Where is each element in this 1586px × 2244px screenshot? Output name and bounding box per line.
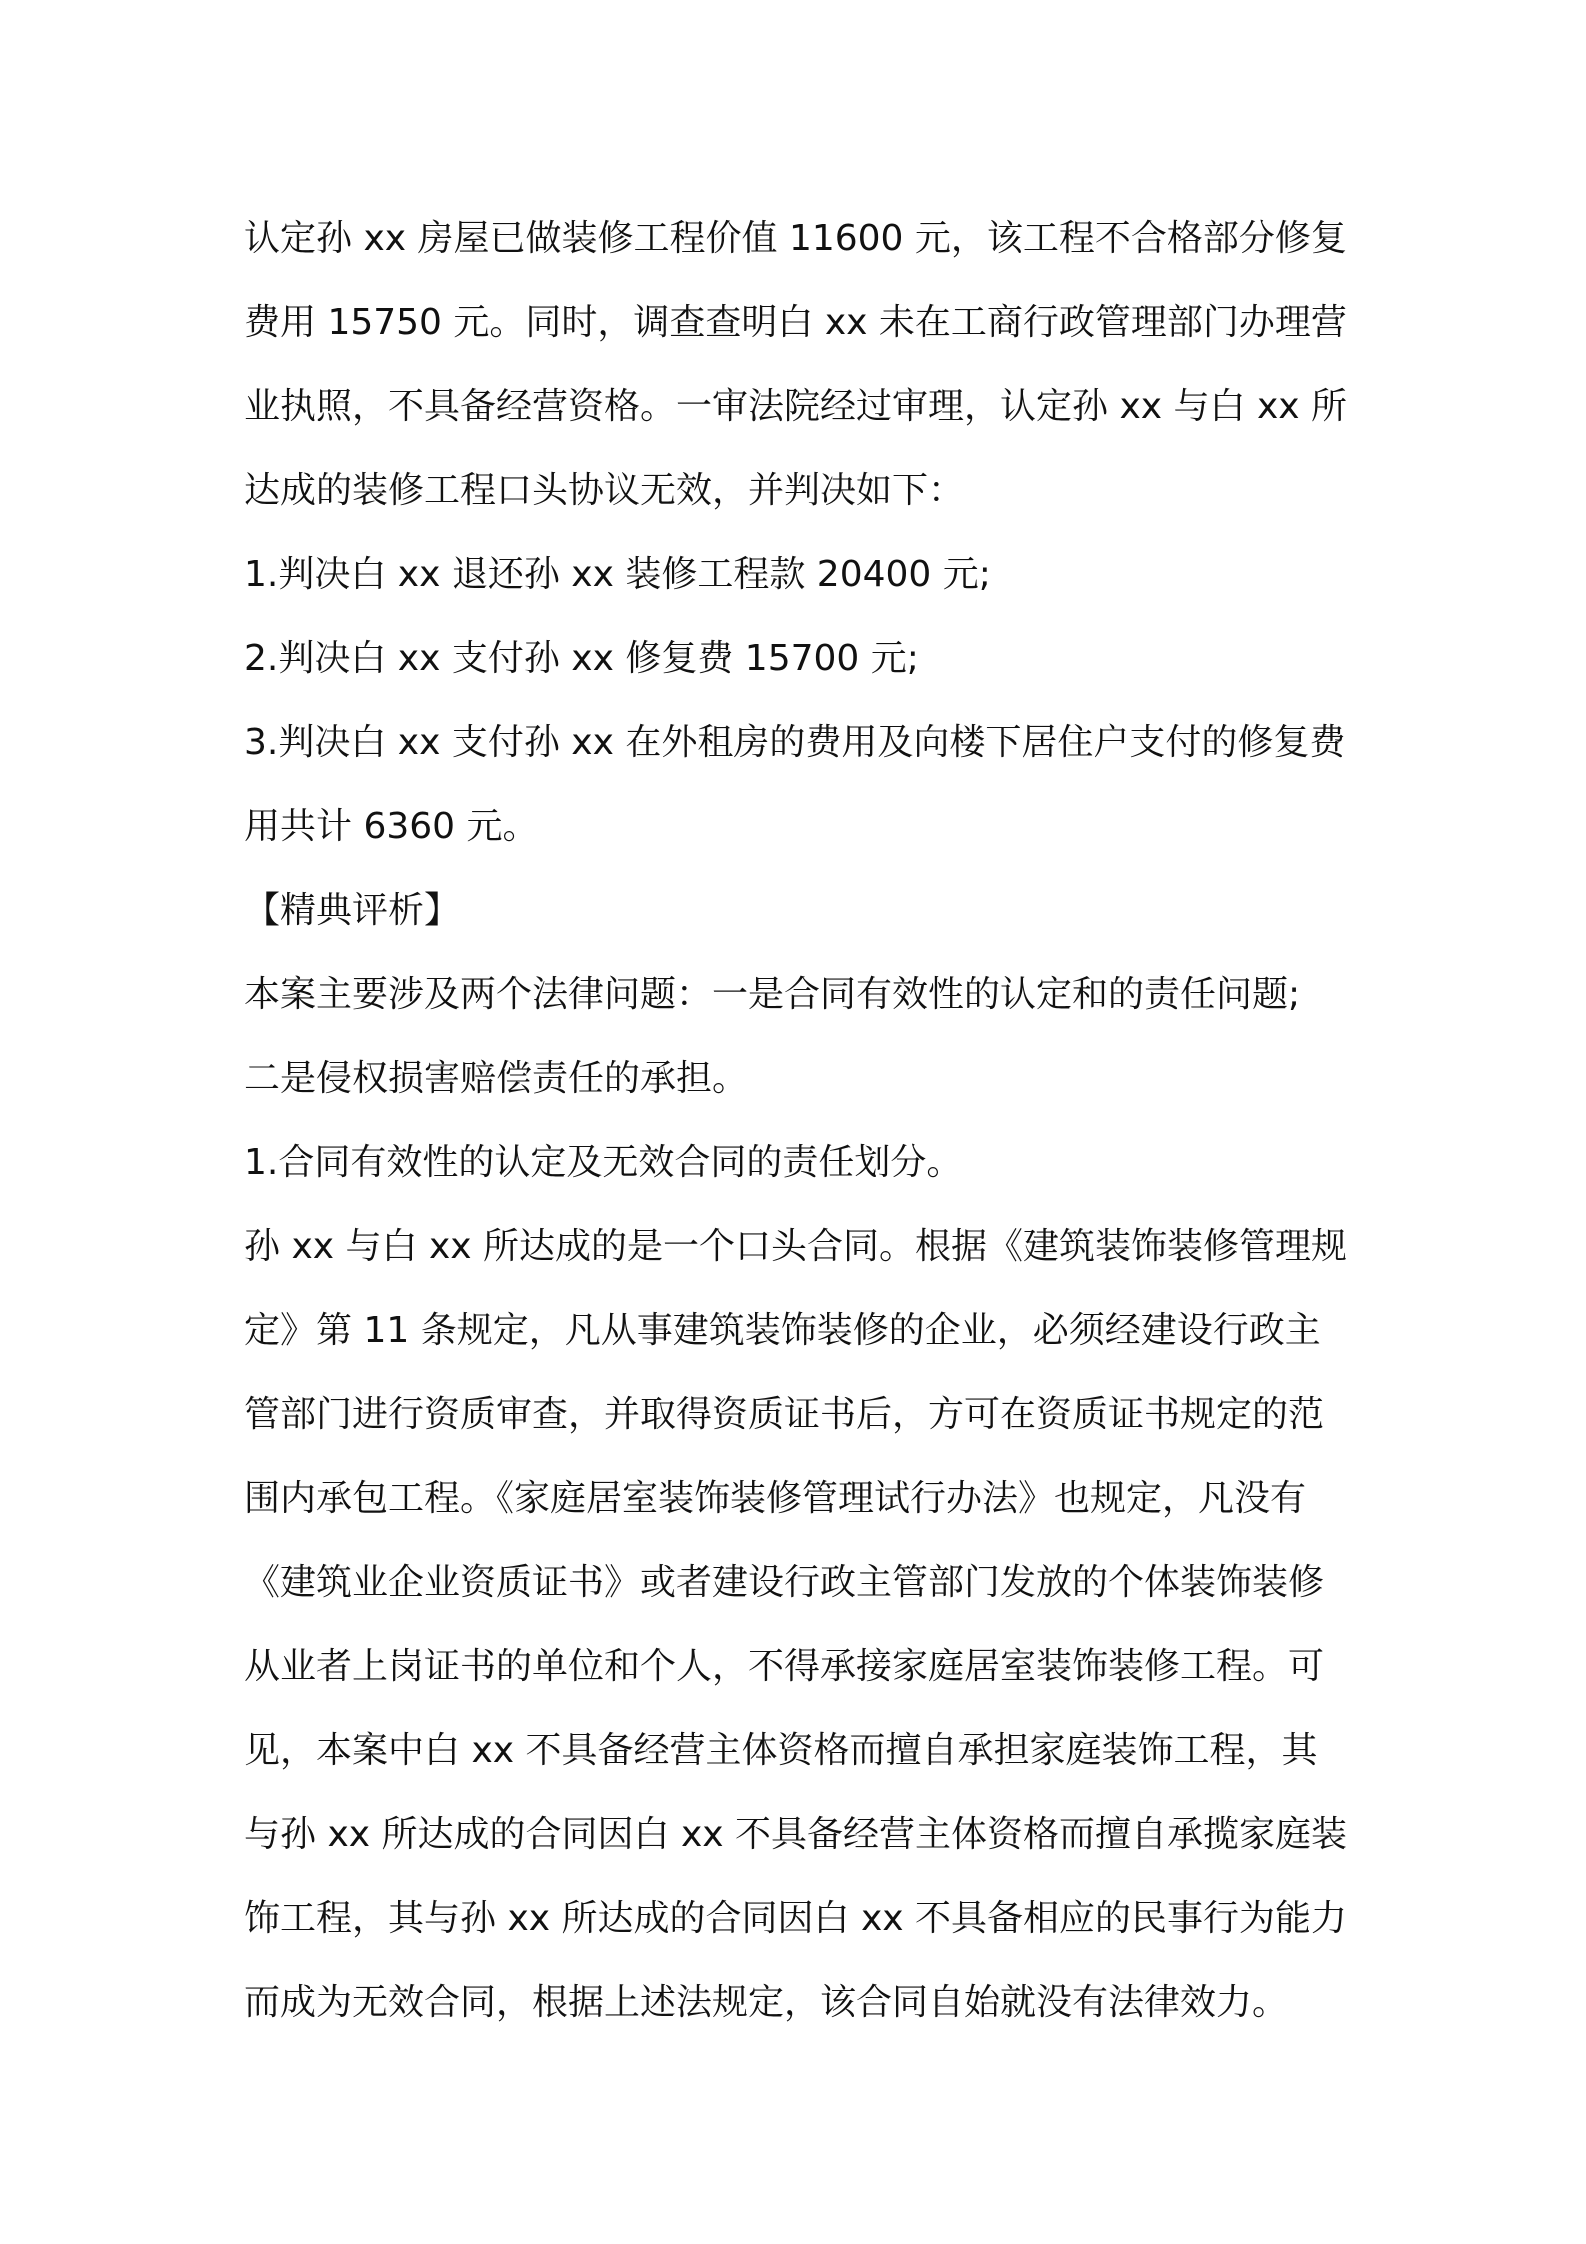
- paragraph-line: 见，本案中白 xx 不具备经营主体资格而擅自承担家庭装饰工程，其: [244, 1730, 1318, 1771]
- paragraph-line: 定》第 11 条规定，凡从事建筑装饰装修的企业，必须经建设行政主: [244, 1310, 1321, 1351]
- paragraph-line: 《建筑业企业资质证书》或者建设行政主管部门发放的个体装饰装修: [244, 1562, 1325, 1603]
- paragraph-line: 孙 xx 与白 xx 所达成的是一个口头合同。根据《建筑装饰装修管理规: [244, 1226, 1347, 1267]
- document-body: [244, 197, 1364, 2045]
- subsection-heading: 1.合同有效性的认定及无效合同的责任划分。: [244, 1142, 963, 1183]
- paragraph-line: 本案主要涉及两个法律问题：一是合同有效性的认定和的责任问题;: [244, 974, 1301, 1015]
- judgment-item-2: 2.判决白 xx 支付孙 xx 修复费 15700 元;: [244, 638, 919, 679]
- paragraph-line: 业执照，不具备经营资格。一审法院经过审理，认定孙 xx 与白 xx 所: [244, 386, 1347, 427]
- paragraph-line: 用共计 6360 元。: [244, 806, 539, 847]
- judgment-item-3: 3.判决白 xx 支付孙 xx 在外租房的费用及向楼下居住户支付的修复费: [244, 722, 1346, 763]
- paragraph-line: 而成为无效合同，根据上述法规定，该合同自始就没有法律效力。: [244, 1982, 1289, 2023]
- paragraph-line: 围内承包工程。《家庭居室装饰装修管理试行办法》也规定，凡没有: [244, 1478, 1307, 1519]
- paragraph-line: 从业者上岗证书的单位和个人，不得承接家庭居室装饰装修工程。可: [244, 1646, 1325, 1687]
- paragraph-line: 管部门进行资质审查，并取得资质证书后，方可在资质证书规定的范: [244, 1394, 1325, 1435]
- paragraph-line: 达成的装修工程口头协议无效，并判决如下：: [244, 470, 965, 511]
- paragraph-line: 费用 15750 元。同时，调查查明白 xx 未在工商行政管理部门办理营: [244, 302, 1347, 343]
- section-heading: 【精典评析】: [244, 890, 461, 931]
- paragraph-line: 二是侵权损害赔偿责任的承担。: [244, 1058, 749, 1099]
- paragraph-line: 认定孙 xx 房屋已做装修工程价值 11600 元，该工程不合格部分修复: [244, 218, 1347, 259]
- judgment-item-1: 1.判决白 xx 退还孙 xx 装修工程款 20400 元;: [244, 554, 991, 595]
- paragraph-line: 与孙 xx 所达成的合同因白 xx 不具备经营主体资格而擅自承揽家庭装: [244, 1814, 1347, 1855]
- paragraph-line: 饰工程，其与孙 xx 所达成的合同因白 xx 不具备相应的民事行为能力: [244, 1898, 1347, 1939]
